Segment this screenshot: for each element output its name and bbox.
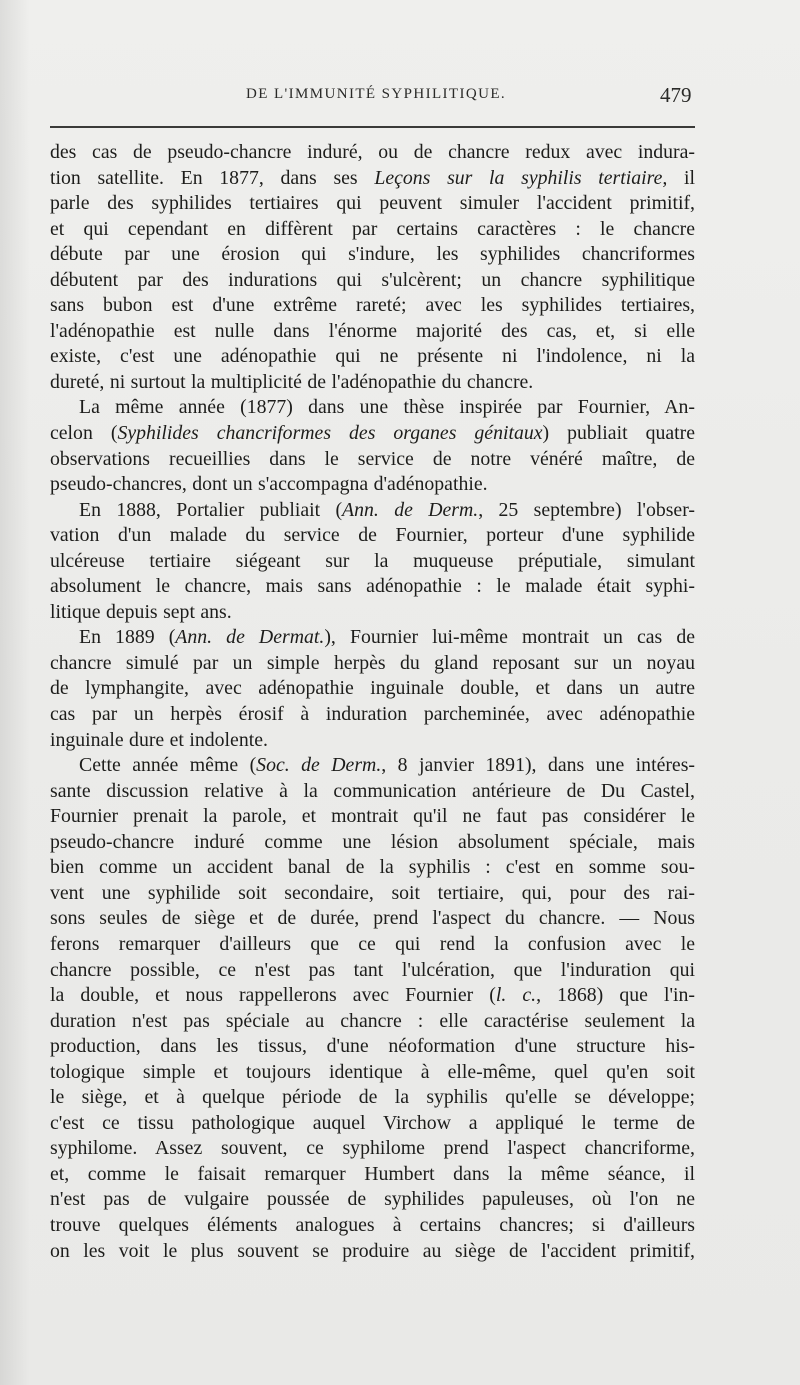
text-line	[50, 1136, 695, 1162]
text-run: , 8 janvier 1891), dans une intéres-	[381, 754, 696, 777]
text-line	[50, 1034, 695, 1060]
text-line	[50, 549, 695, 575]
text-run: En 1889 (	[79, 626, 176, 649]
text-run: cas par un herpès érosif à induration parcheminée, avec adénopathie	[50, 703, 695, 726]
text-line	[50, 1009, 695, 1035]
text-run: ferons remarquer d'ailleurs que ce qui rend la confusion avec le	[50, 932, 695, 955]
text-run: Cette année même (	[79, 754, 257, 777]
text-run: parle des syphilides tertiaires qui peuvent simuler l'accident primitif,	[50, 192, 695, 215]
text-run: En 1888, Portalier publiait (	[79, 498, 343, 521]
text-run: ulcéreuse tertiaire siégeant sur la muqueuse préputiale, simulant	[50, 549, 695, 572]
text-run: vation d'un malade du service de Fournier, porteur d'une syphilide	[50, 524, 695, 547]
text-line	[50, 932, 695, 958]
text-line	[50, 217, 695, 243]
text-line	[50, 728, 695, 754]
text-line	[50, 1085, 695, 1111]
text-line	[50, 779, 695, 805]
citation-italic: Soc. de Derm.	[256, 754, 382, 777]
text-run: chancre simulé par un simple herpès du gland reposant sur un noyau	[50, 651, 695, 674]
text-run: tion satellite. En 1877, dans ses	[50, 166, 375, 189]
text-line	[50, 166, 695, 192]
text-run: pseudo-chancre induré comme une lésion absolument spéciale, mais	[50, 830, 695, 853]
text-run: existe, c'est une adénopathie qui ne présente ni l'indolence, ni la	[50, 345, 695, 368]
text-line	[50, 625, 695, 651]
text-run: sons seules de siège et de durée, prend l'aspect du chancre. — Nous	[50, 907, 695, 930]
text-run: litique depuis sept ans.	[50, 600, 232, 623]
text-line	[50, 906, 695, 932]
citation-italic: Ann. de Derm.	[342, 498, 479, 521]
text-run: et qui cependant en diffèrent par certains caractères : le chancre	[50, 217, 695, 240]
text-run: bien comme un accident banal de la syphilis : c'est en somme sou-	[50, 856, 695, 879]
text-line	[50, 651, 695, 677]
text-run: dureté, ni surtout la multiplicité de l'adénopathie du chancre.	[50, 370, 534, 393]
text-run: débute par une érosion qui s'indure, les syphilides chancriformes	[50, 243, 695, 266]
text-line	[50, 804, 695, 830]
text-run: tologique simple et toujours identique à elle-même, quel qu'en soit	[50, 1060, 695, 1083]
text-line	[50, 1239, 695, 1265]
text-run: ), Fournier lui-même montrait un cas de	[324, 626, 695, 649]
text-run: vent une syphilide soit secondaire, soit tertiaire, qui, pour des rai-	[50, 881, 695, 904]
text-line	[50, 370, 695, 396]
text-run: production, dans les tissus, d'une néoformation d'une structure his-	[50, 1035, 695, 1058]
text-line	[50, 498, 695, 524]
text-line	[50, 523, 695, 549]
text-line	[50, 1162, 695, 1188]
text-run: celon (	[50, 422, 118, 445]
text-run: débutent par des indurations qui s'ulcèrent; un chancre syphilitique	[50, 268, 695, 291]
text-line	[50, 1111, 695, 1137]
header-rule	[50, 126, 695, 128]
citation-italic: l. c.	[495, 984, 537, 1007]
text-line	[50, 344, 695, 370]
running-head	[0, 83, 800, 110]
text-line	[50, 958, 695, 984]
text-run: , 1868) que l'in-	[536, 984, 695, 1007]
text-line	[50, 881, 695, 907]
text-run: , 25 septembre) l'obser-	[478, 498, 695, 521]
text-run: ) publiait quatre	[542, 422, 695, 445]
text-line	[50, 753, 695, 779]
text-line	[50, 242, 695, 268]
text-run: trouve quelques éléments analogues à certains chancres; si d'ailleurs	[50, 1213, 695, 1236]
text-line	[50, 472, 695, 498]
text-run: La même année (1877) dans une thèse inspirée par Fournier, An-	[79, 396, 695, 419]
text-line	[50, 1187, 695, 1213]
text-line	[50, 447, 695, 473]
text-run: on les voit le plus souvent se produire au siège de l'accident primitif,	[50, 1239, 695, 1262]
text-run: syphilome. Assez souvent, ce syphilome prend l'aspect chancriforme,	[50, 1137, 695, 1160]
text-line	[50, 395, 695, 421]
text-run: de lymphangite, avec adénopathie inguinale double, et dans un autre	[50, 677, 695, 700]
text-line	[50, 983, 695, 1009]
text-run: sans bubon est d'une extrême rareté; avec les syphilides tertiaires,	[50, 294, 695, 317]
text-run: et, comme le faisait remarquer Humbert dans la même séance, il	[50, 1162, 695, 1185]
text-run: duration n'est pas spéciale au chancre : elle caractérise seulement la	[50, 1009, 695, 1032]
text-line	[50, 1213, 695, 1239]
citation-italic: Leçons sur la syphilis tertiaire,	[374, 166, 668, 189]
text-run: inguinale dure et indolente.	[50, 728, 268, 751]
citation-italic: Ann. de Dermat.	[175, 626, 325, 649]
text-line	[50, 702, 695, 728]
text-line	[50, 855, 695, 881]
page-number: 479	[660, 83, 692, 107]
text-run: n'est pas de vulgaire poussée de syphilides papuleuses, où l'on ne	[50, 1188, 695, 1211]
text-run: pseudo-chancres, dont un s'accompagna d'adénopathie.	[50, 473, 488, 496]
text-run: des cas de pseudo-chancre induré, ou de chancre redux avec indura-	[50, 141, 695, 163]
text-line	[50, 574, 695, 600]
text-run: il	[667, 166, 695, 189]
text-line	[50, 1060, 695, 1086]
text-run: observations recueillies dans le service de notre vénéré maître, de	[50, 447, 695, 470]
text-line	[50, 191, 695, 217]
citation-italic: Syphilides chancriformes des organes génitaux	[117, 422, 543, 445]
text-line	[50, 268, 695, 294]
text-run: le siège, et à quelque période de la syphilis qu'elle se développe;	[50, 1086, 695, 1109]
body-text	[50, 140, 695, 1264]
text-run: absolument le chancre, mais sans adénopathie : le malade était syphi-	[50, 575, 695, 598]
text-line	[50, 676, 695, 702]
text-run: l'adénopathie est nulle dans l'énorme majorité des cas, et, si elle	[50, 319, 695, 342]
text-run: sante discussion relative à la communication antérieure de Du Castel,	[50, 779, 695, 802]
text-line	[50, 319, 695, 345]
text-run: chancre possible, ce n'est pas tant l'ulcération, que l'induration qui	[50, 958, 695, 981]
text-run: Fournier prenait la parole, et montrait qu'il ne faut pas considérer le	[50, 805, 695, 828]
text-run: c'est ce tissu pathologique auquel Virchow a appliqué le terme de	[50, 1111, 695, 1134]
text-line	[50, 421, 695, 447]
text-line	[50, 293, 695, 319]
text-line	[50, 600, 695, 626]
running-title: DE L'IMMUNITÉ SYPHILITIQUE.	[246, 86, 507, 102]
text-line	[50, 830, 695, 856]
text-run: la double, et nous rappellerons avec Fournier (	[50, 984, 496, 1007]
text-line	[50, 140, 695, 166]
